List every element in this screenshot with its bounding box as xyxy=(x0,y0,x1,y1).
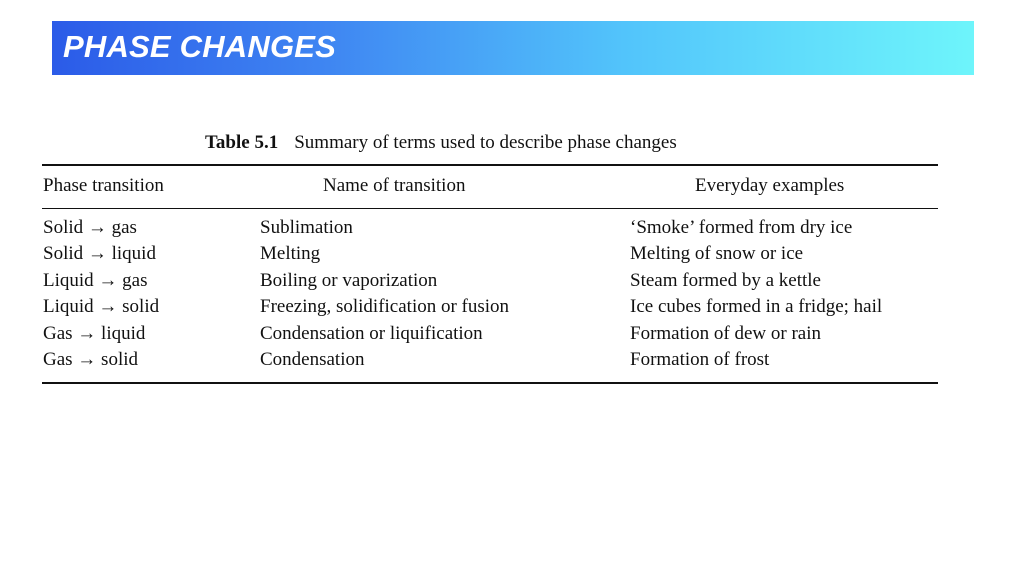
transition-name-cell: Freezing, solidification or fusion xyxy=(260,296,510,318)
everyday-example-cell: Formation of dew or rain xyxy=(630,322,822,344)
table-row xyxy=(0,323,1024,349)
table-caption-text: Summary of terms used to describe phase changes xyxy=(294,132,677,153)
phase-transition-cell: Liquid → gas xyxy=(43,269,148,291)
phase-transition-cell: Liquid → solid xyxy=(43,296,160,318)
column-header-phase-transition: Phase transition xyxy=(43,175,164,196)
phase-transition-cell: Solid → liquid xyxy=(43,243,156,265)
table-bottom-rule xyxy=(42,382,938,384)
transition-name-cell: Condensation or liquification xyxy=(260,322,483,344)
transition-name-cell: Condensation xyxy=(260,348,365,370)
everyday-example-cell: Steam formed by a kettle xyxy=(630,269,821,291)
table-top-rule xyxy=(42,164,938,166)
table-row xyxy=(0,217,1024,243)
transition-name-cell: Boiling or vaporization xyxy=(260,269,438,291)
table-caption-number: Table 5.1 xyxy=(205,132,279,153)
table-row xyxy=(0,349,1024,375)
transition-name-cell: Sublimation xyxy=(260,217,353,238)
column-header-name-of-transition: Name of transition xyxy=(323,175,466,196)
table-header-rule xyxy=(42,208,938,209)
phase-transition-cell: Solid → gas xyxy=(43,217,137,238)
column-header-everyday-examples: Everyday examples xyxy=(695,175,845,196)
transition-name-cell: Melting xyxy=(260,243,321,265)
table-row xyxy=(0,270,1024,296)
title-banner xyxy=(52,21,974,75)
table-body xyxy=(0,217,1024,375)
table-row xyxy=(0,243,1024,269)
everyday-example-cell: ‘Smoke’ formed from dry ice xyxy=(630,217,853,238)
table-row xyxy=(0,296,1024,322)
table-caption xyxy=(205,132,677,154)
phase-transition-cell: Gas → solid xyxy=(43,348,138,370)
everyday-example-cell: Melting of snow or ice xyxy=(630,243,804,265)
everyday-example-cell: Ice cubes formed in a fridge; hail xyxy=(630,296,883,318)
phase-transition-cell: Gas → liquid xyxy=(43,322,146,344)
slide-title: PHASE CHANGES xyxy=(63,29,337,64)
everyday-example-cell: Formation of frost xyxy=(630,348,770,370)
